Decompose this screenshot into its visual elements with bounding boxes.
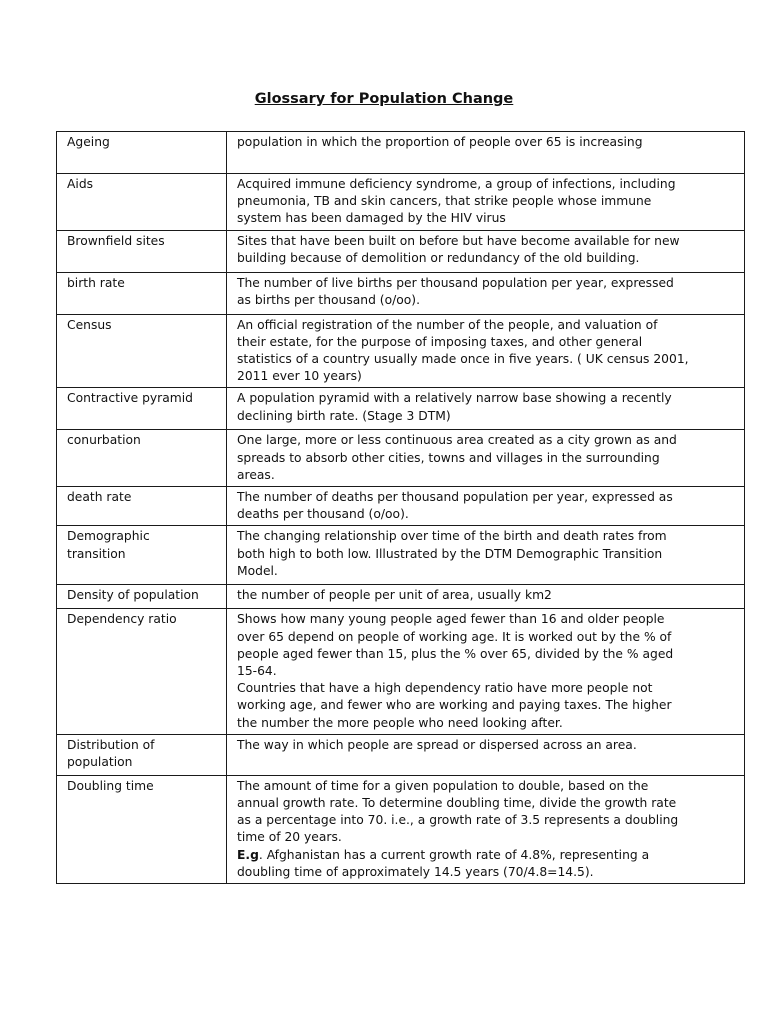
definition-cell [227,775,745,883]
table-row [57,388,745,430]
definition-text: the number the more people who need looking after. [237,715,563,730]
definition-text: The way in which people are spread or dispersed across an area. [237,737,637,752]
definition-cell [227,388,745,430]
definition-text: An official registration of the number of the people, and valuation of [237,317,658,332]
term-text: Aids [67,177,94,191]
term-cell [57,388,227,430]
table-row [57,230,745,272]
definition-text: system has been damaged by the HIV virus [237,211,506,226]
definition-text: The number of live births per thousand population per year, expressed [237,275,674,290]
table-row [57,174,745,231]
term-cell [57,775,227,883]
definition-text: The amount of time for a given population to double, based on the [237,778,649,793]
definition-text: working age, and fewer who are working and paying taxes. The higher [237,698,672,713]
term-text: Brownfield sites [67,233,165,248]
term-text: Contractive pyramid [67,391,193,406]
definition-text: the number of people per unit of area, usually km2 [237,588,552,603]
term-text: birth rate [67,275,125,290]
definition-text: A population pyramid with a relatively narrow base showing a recently [237,391,672,406]
term-text: death rate [67,490,132,505]
definition-cell [227,734,745,775]
definition-cell [227,487,745,526]
term-cell [57,272,227,314]
definition-text: as births per thousand (o/oo). [237,292,420,307]
table-row [57,609,745,734]
term-cell [57,230,227,272]
definition-text: Shows how many young people aged fewer than 16 and older people [237,612,665,627]
definition-cell [227,272,745,314]
term-cell [57,585,227,609]
table-row [57,132,745,174]
term-text: Density of population [67,588,199,603]
definition-text: deaths per thousand (o/oo). [237,507,409,522]
definition-cell [227,430,745,487]
definition-text: over 65 depend on people of working age. It is worked out by the % of [237,629,672,644]
term-text: Ageing [67,135,110,149]
definition-text: One large, more or less continuous area created as a city grown as and [237,433,677,448]
definition-text: population in which the proportion of people over 65 is increasing [237,135,643,149]
term-text: transition [67,546,126,561]
term-text: Distribution of [67,737,155,752]
term-text: Demographic [67,529,150,544]
definition-text: both high to both low. Illustrated by the DTM Demographic Transition [237,546,663,561]
definition-text: building because of demolition or redundancy of the old building. [237,250,640,265]
term-cell [57,487,227,526]
definition-text: time of 20 years. [237,830,342,845]
definition-text: The changing relationship over time of the birth and death rates from [237,529,667,544]
term-cell [57,174,227,231]
table-row [57,430,745,487]
definition-text: Model. [237,563,278,578]
example-text: doubling time of approximately 14.5 years (70/4.8=14.5). [237,864,594,879]
term-cell [57,609,227,734]
term-text: conurbation [67,433,141,448]
term-cell [57,734,227,775]
term-text: Dependency ratio [67,612,177,627]
definition-text: statistics of a country usually made once in five years. ( UK census 2001, [237,352,689,367]
page-title: Glossary for Population Change [254,91,514,107]
table-row [57,734,745,775]
definition-cell [227,609,745,734]
term-text: population [67,755,133,770]
glossary-table [56,131,745,884]
table-row [57,526,745,585]
definition-text: Countries that have a high dependency ratio have more people not [237,681,653,696]
definition-text: declining birth rate. (Stage 3 DTM) [237,408,451,423]
example-label: E.g [237,847,259,862]
example-text: . Afghanistan has a current growth rate of 4.8%, representing a [258,847,650,862]
table-row [57,487,745,526]
table-row [57,585,745,609]
term-text: Doubling time [67,778,154,793]
definition-cell [227,230,745,272]
table-row [57,314,745,388]
definition-text: as a percentage into 70. i.e., a growth rate of 3.5 represents a doubling [237,813,679,828]
definition-text: annual growth rate. To determine doubling time, divide the growth rate [237,796,677,811]
definition-text: 2011 ever 10 years) [237,369,362,384]
definition-text: 15-64. [237,664,277,679]
example-line [237,847,738,864]
table-row [57,272,745,314]
definition-cell [227,585,745,609]
definition-cell [227,132,745,174]
definition-text: their estate, for the purpose of imposing taxes, and other general [237,334,643,349]
definition-text: people aged fewer than 15, plus the % over 65, divided by the % aged [237,646,674,661]
definition-text: areas. [237,467,275,482]
definition-cell [227,314,745,388]
definition-text: pneumonia, TB and skin cancers, that strike people whose immune [237,194,652,209]
table-row [57,775,745,883]
term-cell [57,430,227,487]
definition-text: spreads to absorb other cities, towns and villages in the surrounding [237,450,660,465]
term-cell [57,526,227,585]
definition-text: Acquired immune deficiency syndrome, a group of infections, including [237,177,676,191]
definition-cell [227,526,745,585]
term-cell [57,314,227,388]
definition-text: The number of deaths per thousand population per year, expressed as [237,490,673,505]
term-text: Census [67,317,112,332]
term-cell [57,132,227,174]
definition-text: Sites that have been built on before but have become available for new [237,233,680,248]
definition-cell [227,174,745,231]
